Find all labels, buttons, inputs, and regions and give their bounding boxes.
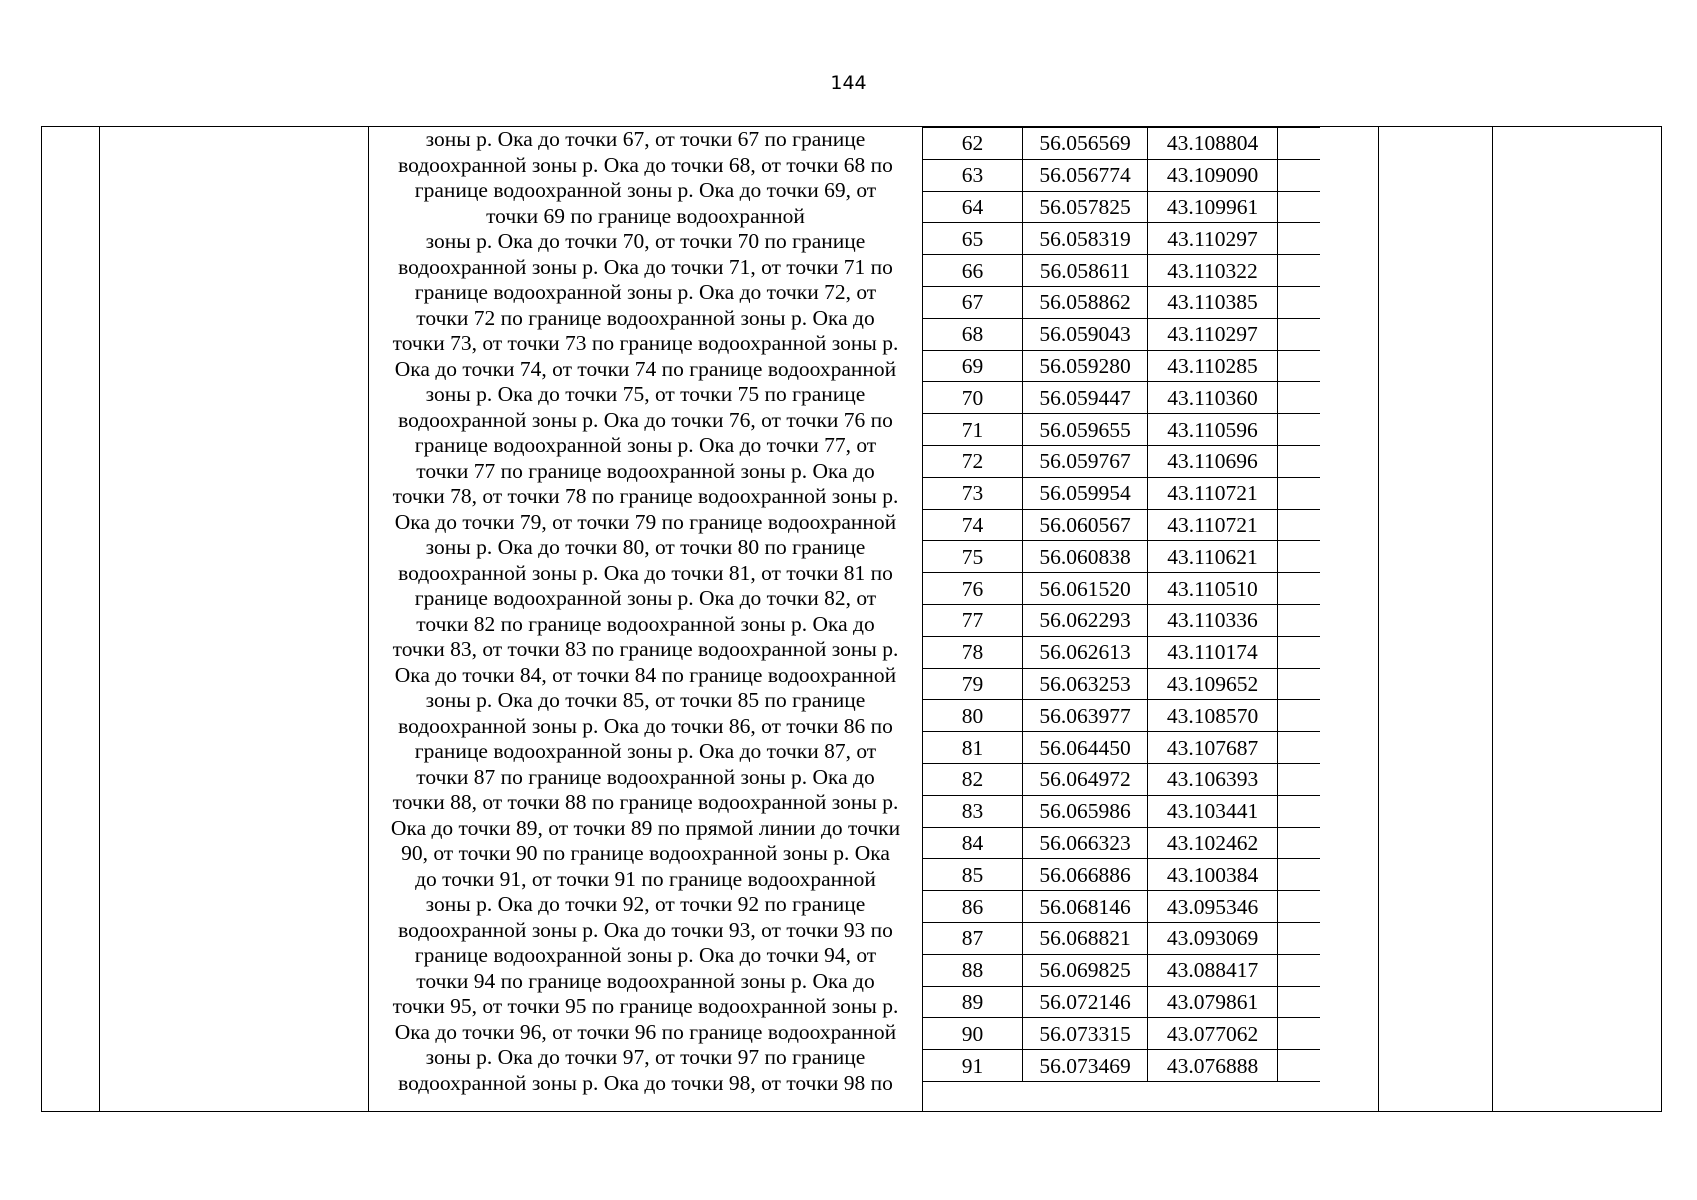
description-line: границе водоохранной зоны р. Ока до точки 77, от [414, 433, 877, 457]
empty-cell [1278, 732, 1320, 764]
longitude-cell: 43.108570 [1148, 700, 1278, 732]
table-row [923, 827, 1320, 859]
longitude-cell: 43.110621 [1148, 541, 1278, 573]
point-number: 83 [923, 795, 1023, 827]
latitude-cell: 56.061520 [1023, 573, 1148, 605]
empty-cell [1278, 414, 1320, 446]
point-number: 70 [923, 382, 1023, 414]
description-line: до точки 91, от точки 91 по границе водоохранной [415, 866, 876, 891]
longitude-cell: 43.109961 [1148, 191, 1278, 223]
empty-cell [1278, 191, 1320, 223]
description-line: границе водоохранной зоны р. Ока до точки 82, от [414, 586, 877, 610]
point-number: 89 [923, 986, 1023, 1018]
longitude-cell: 43.076888 [1148, 1050, 1278, 1082]
page-number: 144 [830, 72, 867, 94]
longitude-cell: 43.110360 [1148, 382, 1278, 414]
empty-cell [1278, 795, 1320, 827]
latitude-cell: 56.057825 [1023, 191, 1148, 223]
description-line: точки 77 по границе водоохранной зоны р. Ока до [416, 458, 875, 483]
point-number: 88 [923, 954, 1023, 986]
longitude-cell: 43.095346 [1148, 891, 1278, 923]
point-number: 71 [923, 414, 1023, 446]
point-number: 76 [923, 573, 1023, 605]
point-number: 67 [923, 286, 1023, 318]
description-line: зоны р. Ока до точки 70, от точки 70 по границе [425, 229, 866, 253]
longitude-cell: 43.110596 [1148, 414, 1278, 446]
description-line: Ока до точки 96, от точки 96 по границе водоохранной [394, 1019, 897, 1044]
longitude-cell: 43.106393 [1148, 763, 1278, 795]
column-divider [99, 127, 100, 1111]
longitude-cell: 43.110297 [1148, 318, 1278, 350]
description-line: водоохранной зоны р. Ока до точки 71, от точки 71 по [398, 254, 893, 279]
empty-cell [1278, 573, 1320, 605]
empty-cell [1278, 128, 1320, 160]
empty-cell [1278, 763, 1320, 795]
longitude-cell: 43.088417 [1148, 954, 1278, 986]
table-row [923, 318, 1320, 350]
description-line: водоохранной зоны р. Ока до точки 68, от точки 68 по [398, 152, 893, 177]
table-row [923, 286, 1320, 318]
latitude-cell: 56.068146 [1023, 891, 1148, 923]
empty-cell [1278, 1018, 1320, 1050]
latitude-cell: 56.063977 [1023, 700, 1148, 732]
table-row [923, 223, 1320, 255]
empty-cell [1278, 382, 1320, 414]
point-number: 90 [923, 1018, 1023, 1050]
description-line: зоны р. Ока до точки 75, от точки 75 по границе [425, 382, 866, 406]
empty-cell [1278, 255, 1320, 287]
point-number: 79 [923, 668, 1023, 700]
longitude-cell: 43.110336 [1148, 604, 1278, 636]
table-row [923, 255, 1320, 287]
latitude-cell: 56.068821 [1023, 922, 1148, 954]
description-line: точки 88, от точки 88 по границе водоохранной зоны р. [392, 790, 899, 814]
latitude-cell: 56.072146 [1023, 986, 1148, 1018]
longitude-cell: 43.110322 [1148, 255, 1278, 287]
point-number: 75 [923, 541, 1023, 573]
latitude-cell: 56.064972 [1023, 763, 1148, 795]
latitude-cell: 56.066323 [1023, 827, 1148, 859]
table-row [923, 668, 1320, 700]
point-number: 72 [923, 445, 1023, 477]
point-number: 77 [923, 604, 1023, 636]
table-row [923, 700, 1320, 732]
empty-cell [1278, 859, 1320, 891]
empty-cell [1278, 827, 1320, 859]
longitude-cell: 43.107687 [1148, 732, 1278, 764]
empty-cell [1278, 1050, 1320, 1082]
table-row [923, 573, 1320, 605]
table-row [923, 732, 1320, 764]
table-row [923, 1050, 1320, 1082]
empty-cell [1278, 509, 1320, 541]
latitude-cell: 56.064450 [1023, 732, 1148, 764]
latitude-cell: 56.058319 [1023, 223, 1148, 255]
point-number: 65 [923, 223, 1023, 255]
column-divider [1492, 127, 1493, 1111]
table-row [923, 191, 1320, 223]
description-line: границе водоохранной зоны р. Ока до точки 87, от [414, 739, 877, 763]
empty-cell [1278, 922, 1320, 954]
longitude-cell: 43.100384 [1148, 859, 1278, 891]
latitude-cell: 56.058611 [1023, 255, 1148, 287]
point-number: 87 [923, 922, 1023, 954]
table-row [923, 445, 1320, 477]
point-number: 62 [923, 128, 1023, 160]
longitude-cell: 43.110696 [1148, 445, 1278, 477]
longitude-cell: 43.110510 [1148, 573, 1278, 605]
longitude-cell: 43.077062 [1148, 1018, 1278, 1050]
point-number: 80 [923, 700, 1023, 732]
longitude-cell: 43.110297 [1148, 223, 1278, 255]
empty-cell [1278, 541, 1320, 573]
empty-cell [1278, 159, 1320, 191]
empty-cell [1278, 636, 1320, 668]
longitude-cell: 43.110721 [1148, 509, 1278, 541]
point-number: 82 [923, 763, 1023, 795]
table-row [923, 509, 1320, 541]
longitude-cell: 43.079861 [1148, 986, 1278, 1018]
description-line: Ока до точки 89, от точки 89 по прямой линии до точки [390, 815, 901, 840]
description-line: точки 82 по границе водоохранной зоны р. Ока до [416, 611, 875, 636]
description-line: точки 83, от точки 83 по границе водоохранной зоны р. [392, 637, 899, 661]
empty-cell [1278, 954, 1320, 986]
empty-cell [1278, 700, 1320, 732]
latitude-cell: 56.059767 [1023, 445, 1148, 477]
latitude-cell: 56.062293 [1023, 604, 1148, 636]
latitude-cell: 56.060838 [1023, 541, 1148, 573]
table-row [923, 128, 1320, 160]
description-line: точки 94 по границе водоохранной зоны р. Ока до [416, 968, 875, 993]
description-line: Ока до точки 74, от точки 74 по границе водоохранной [394, 356, 897, 381]
description-line: водоохранной зоны р. Ока до точки 76, от точки 76 по [398, 407, 893, 432]
latitude-cell: 56.056774 [1023, 159, 1148, 191]
empty-cell [1278, 891, 1320, 923]
empty-cell [1278, 445, 1320, 477]
description-line: границе водоохранной зоны р. Ока до точки 72, от [414, 280, 877, 304]
latitude-cell: 56.062613 [1023, 636, 1148, 668]
table-row [923, 604, 1320, 636]
description-line: границе водоохранной зоны р. Ока до точки 69, от [414, 178, 877, 202]
empty-cell [1278, 318, 1320, 350]
latitude-cell: 56.069825 [1023, 954, 1148, 986]
longitude-cell: 43.108804 [1148, 128, 1278, 160]
latitude-cell: 56.065986 [1023, 795, 1148, 827]
table-row [923, 859, 1320, 891]
table-row [923, 891, 1320, 923]
column-divider [1378, 127, 1379, 1111]
table-row [923, 541, 1320, 573]
boundary-description [369, 127, 922, 1111]
description-line: зоны р. Ока до точки 92, от точки 92 по границе [425, 892, 866, 916]
latitude-cell: 56.059954 [1023, 477, 1148, 509]
description-line: Ока до точки 79, от точки 79 по границе водоохранной [394, 509, 897, 534]
point-number: 64 [923, 191, 1023, 223]
description-line: точки 69 по границе водоохранной [486, 203, 805, 228]
point-number: 91 [923, 1050, 1023, 1082]
description-line: 90, от точки 90 по границе водоохранной зоны р. Ока [401, 841, 890, 865]
latitude-cell: 56.059280 [1023, 350, 1148, 382]
latitude-cell: 56.059043 [1023, 318, 1148, 350]
table-row [923, 159, 1320, 191]
empty-cell [1278, 986, 1320, 1018]
empty-cell [1278, 350, 1320, 382]
description-line: границе водоохранной зоны р. Ока до точки 94, от [414, 943, 877, 967]
description-line: водоохранной зоны р. Ока до точки 81, от точки 81 по [398, 560, 893, 585]
description-line: точки 87 по границе водоохранной зоны р. Ока до [416, 764, 875, 789]
point-number: 86 [923, 891, 1023, 923]
longitude-cell: 43.110285 [1148, 350, 1278, 382]
table-row [923, 350, 1320, 382]
boundary-table [41, 126, 1662, 1112]
empty-cell [1278, 604, 1320, 636]
description-line: зоны р. Ока до точки 97, от точки 97 по границе [425, 1045, 866, 1069]
longitude-cell: 43.093069 [1148, 922, 1278, 954]
point-number: 85 [923, 859, 1023, 891]
point-number: 74 [923, 509, 1023, 541]
point-number: 84 [923, 827, 1023, 859]
point-number: 66 [923, 255, 1023, 287]
latitude-cell: 56.059655 [1023, 414, 1148, 446]
empty-cell [1278, 223, 1320, 255]
longitude-cell: 43.102462 [1148, 827, 1278, 859]
point-number: 81 [923, 732, 1023, 764]
description-line: точки 95, от точки 95 по границе водоохранной зоны р. [392, 994, 899, 1018]
longitude-cell: 43.103441 [1148, 795, 1278, 827]
latitude-cell: 56.058862 [1023, 286, 1148, 318]
latitude-cell: 56.063253 [1023, 668, 1148, 700]
latitude-cell: 56.060567 [1023, 509, 1148, 541]
description-line: точки 78, от точки 78 по границе водоохранной зоны р. [392, 484, 899, 508]
point-number: 73 [923, 477, 1023, 509]
point-number: 69 [923, 350, 1023, 382]
point-number: 68 [923, 318, 1023, 350]
point-number: 63 [923, 159, 1023, 191]
description-line: водоохранной зоны р. Ока до точки 86, от точки 86 по [398, 713, 893, 738]
table-row [923, 414, 1320, 446]
latitude-cell: 56.066886 [1023, 859, 1148, 891]
longitude-cell: 43.110174 [1148, 636, 1278, 668]
longitude-cell: 43.109090 [1148, 159, 1278, 191]
description-line: зоны р. Ока до точки 85, от точки 85 по границе [425, 688, 866, 712]
longitude-cell: 43.110721 [1148, 477, 1278, 509]
latitude-cell: 56.056569 [1023, 128, 1148, 160]
table-row [923, 795, 1320, 827]
description-line: Ока до точки 84, от точки 84 по границе водоохранной [394, 662, 897, 687]
table-row [923, 382, 1320, 414]
table-row [923, 986, 1320, 1018]
empty-cell [1278, 477, 1320, 509]
table-row [923, 922, 1320, 954]
empty-cell [1278, 286, 1320, 318]
latitude-cell: 56.059447 [1023, 382, 1148, 414]
longitude-cell: 43.110385 [1148, 286, 1278, 318]
description-line: зоны р. Ока до точки 67, от точки 67 по границе [425, 127, 866, 151]
longitude-cell: 43.109652 [1148, 668, 1278, 700]
latitude-cell: 56.073469 [1023, 1050, 1148, 1082]
description-line: точки 72 по границе водоохранной зоны р. Ока до [416, 305, 875, 330]
description-line: точки 73, от точки 73 по границе водоохранной зоны р. [392, 331, 899, 355]
point-number: 78 [923, 636, 1023, 668]
empty-cell [1278, 668, 1320, 700]
table-row [923, 477, 1320, 509]
coordinates-table [922, 127, 1319, 1082]
table-row [923, 1018, 1320, 1050]
table-row [923, 954, 1320, 986]
table-row [923, 763, 1320, 795]
latitude-cell: 56.073315 [1023, 1018, 1148, 1050]
table-row [923, 636, 1320, 668]
description-line: водоохранной зоны р. Ока до точки 98, от точки 98 по [398, 1070, 893, 1095]
description-line: зоны р. Ока до точки 80, от точки 80 по границе [425, 535, 866, 559]
description-line: водоохранной зоны р. Ока до точки 93, от точки 93 по [398, 917, 893, 942]
